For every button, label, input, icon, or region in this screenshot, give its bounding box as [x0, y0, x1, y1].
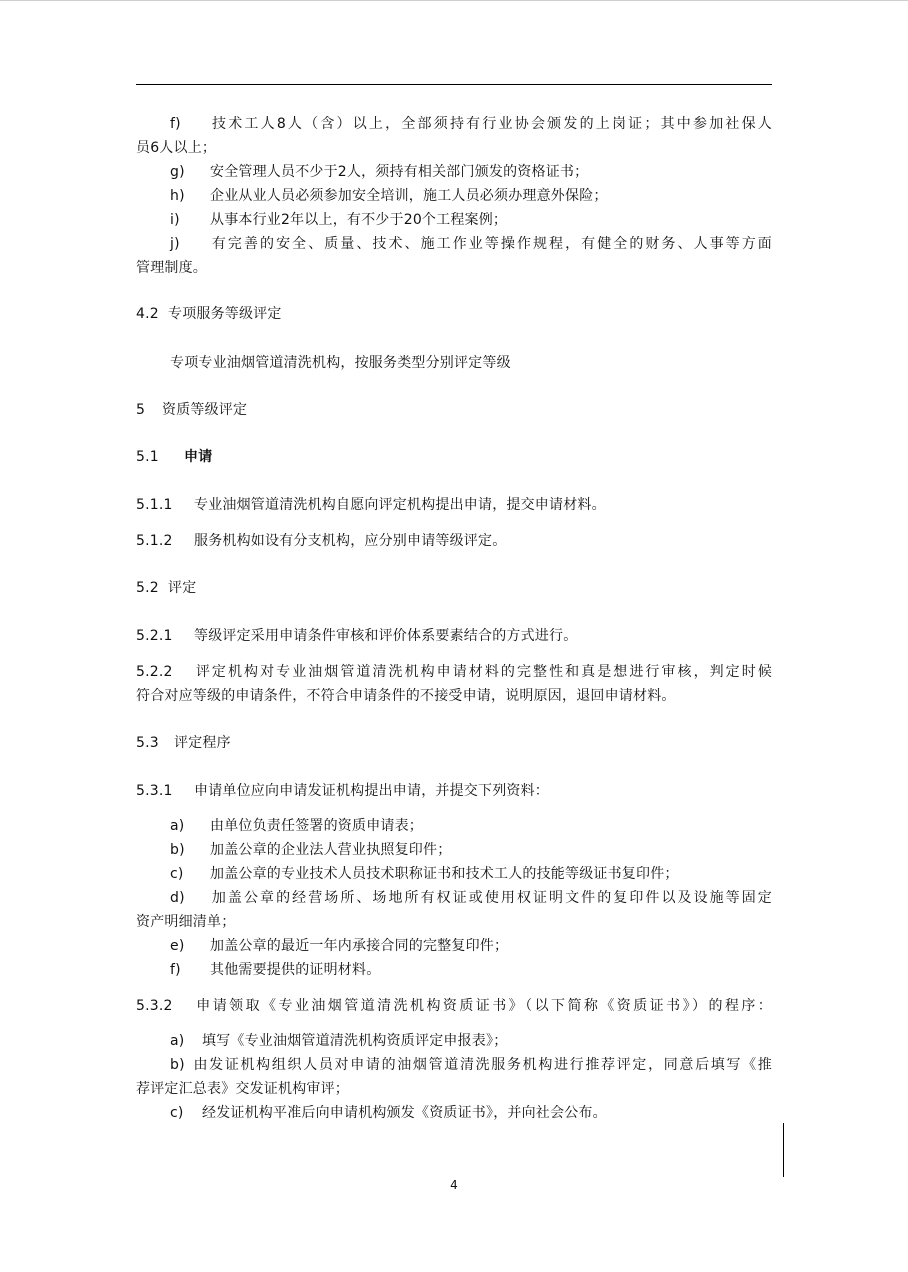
header-rule	[136, 84, 772, 85]
list3-item-b-cont: 荐评定汇总表》交发证机构审评；	[136, 1081, 349, 1097]
list-item-d-cont: 资产明细清单；	[136, 914, 236, 930]
list-item-i: i) 从事本行业2年以上，有不少于20个工程案例；	[170, 212, 508, 228]
section-5-2-2: 5.2.2 评定机构对专业油烟管道清洗机构申请材料的完整性和真是想进行审核，判定时候	[136, 664, 772, 680]
section-5-1-heading: 5.1 申请	[136, 449, 213, 465]
list3-item-b: b) 由发证机构组织人员对申请的油烟管道清洗服务机构进行推荐评定，同意后填写《推	[170, 1057, 772, 1073]
list-item-g: g) 安全管理人员不少于2人，须持有相关部门颁发的资格证书；	[170, 164, 589, 180]
list-item-c: c) 加盖公章的专业技术人员技术职称证书和技术工人的技能等级证书复印件；	[170, 866, 679, 882]
list-item-j-cont: 管理制度。	[136, 260, 207, 276]
top-edge-line	[0, 0, 908, 1]
revision-bar	[783, 1123, 784, 1177]
list-item-b: b) 加盖公章的企业法人营业执照复印件；	[170, 842, 452, 858]
section-4-2-heading: 4.2 专项服务等级评定	[136, 306, 282, 322]
list-item-a: a) 由单位负责任签署的资质申请表；	[170, 818, 423, 834]
page-number: 4	[450, 1178, 458, 1192]
list-item-h: h) 企业从业人员必须参加安全培训，施工人员必须办理意外保险；	[170, 188, 608, 204]
section-5-1-1: 5.1.1 专业油烟管道清洗机构自愿向评定机构提出申请，提交申请材料。	[136, 497, 606, 513]
list-item-f2: f) 其他需要提供的证明材料。	[170, 962, 381, 978]
list-item-f: f) 技术工人8人（含）以上，全部须持有行业协会颁发的上岗证；其中参加社保人	[170, 116, 772, 132]
list-item-e: e) 加盖公章的最近一年内承接合同的完整复印件；	[170, 938, 509, 954]
list-item-j: j) 有完善的安全、质量、技术、施工作业等操作规程，有健全的财务、人事等方面	[170, 236, 772, 252]
list-item-f-cont: 员6人以上；	[136, 140, 217, 156]
section-5-2-heading: 5.2 评定	[136, 580, 197, 596]
section-5-3-2: 5.3.2 申请领取《专业油烟管道清洗机构资质证书》（以下简称《资质证书》）的程序：	[136, 998, 772, 1014]
section-5-heading: 5 资质等级评定	[136, 402, 248, 418]
section-5-2-2-cont: 符合对应等级的申请条件，不符合申请条件的不接受申请，说明原因，退回申请材料。	[136, 688, 676, 704]
section-5-3-heading: 5.3 评定程序	[136, 735, 231, 751]
list-item-d: d) 加盖公章的经营场所、场地所有权证或使用权证明文件的复印件以及设施等固定	[170, 890, 772, 906]
list3-item-a: a) 填写《专业油烟管道清洗机构资质评定申报表》；	[170, 1033, 508, 1049]
section-5-1-2: 5.1.2 服务机构如设有分支机构，应分别申请等级评定。	[136, 533, 507, 549]
section-4-2-body: 专项专业油烟管道清洗机构，按服务类型分别评定等级	[170, 355, 511, 371]
section-5-3-1: 5.3.1 申请单位应向申请发证机构提出申请，并提交下列资料：	[136, 783, 549, 799]
list3-item-c: c) 经发证机构平准后向申请机构颁发《资质证书》，并向社会公布。	[170, 1105, 607, 1121]
section-5-2-1: 5.2.1 等级评定采用申请条件审核和评价体系要素结合的方式进行。	[136, 628, 578, 644]
